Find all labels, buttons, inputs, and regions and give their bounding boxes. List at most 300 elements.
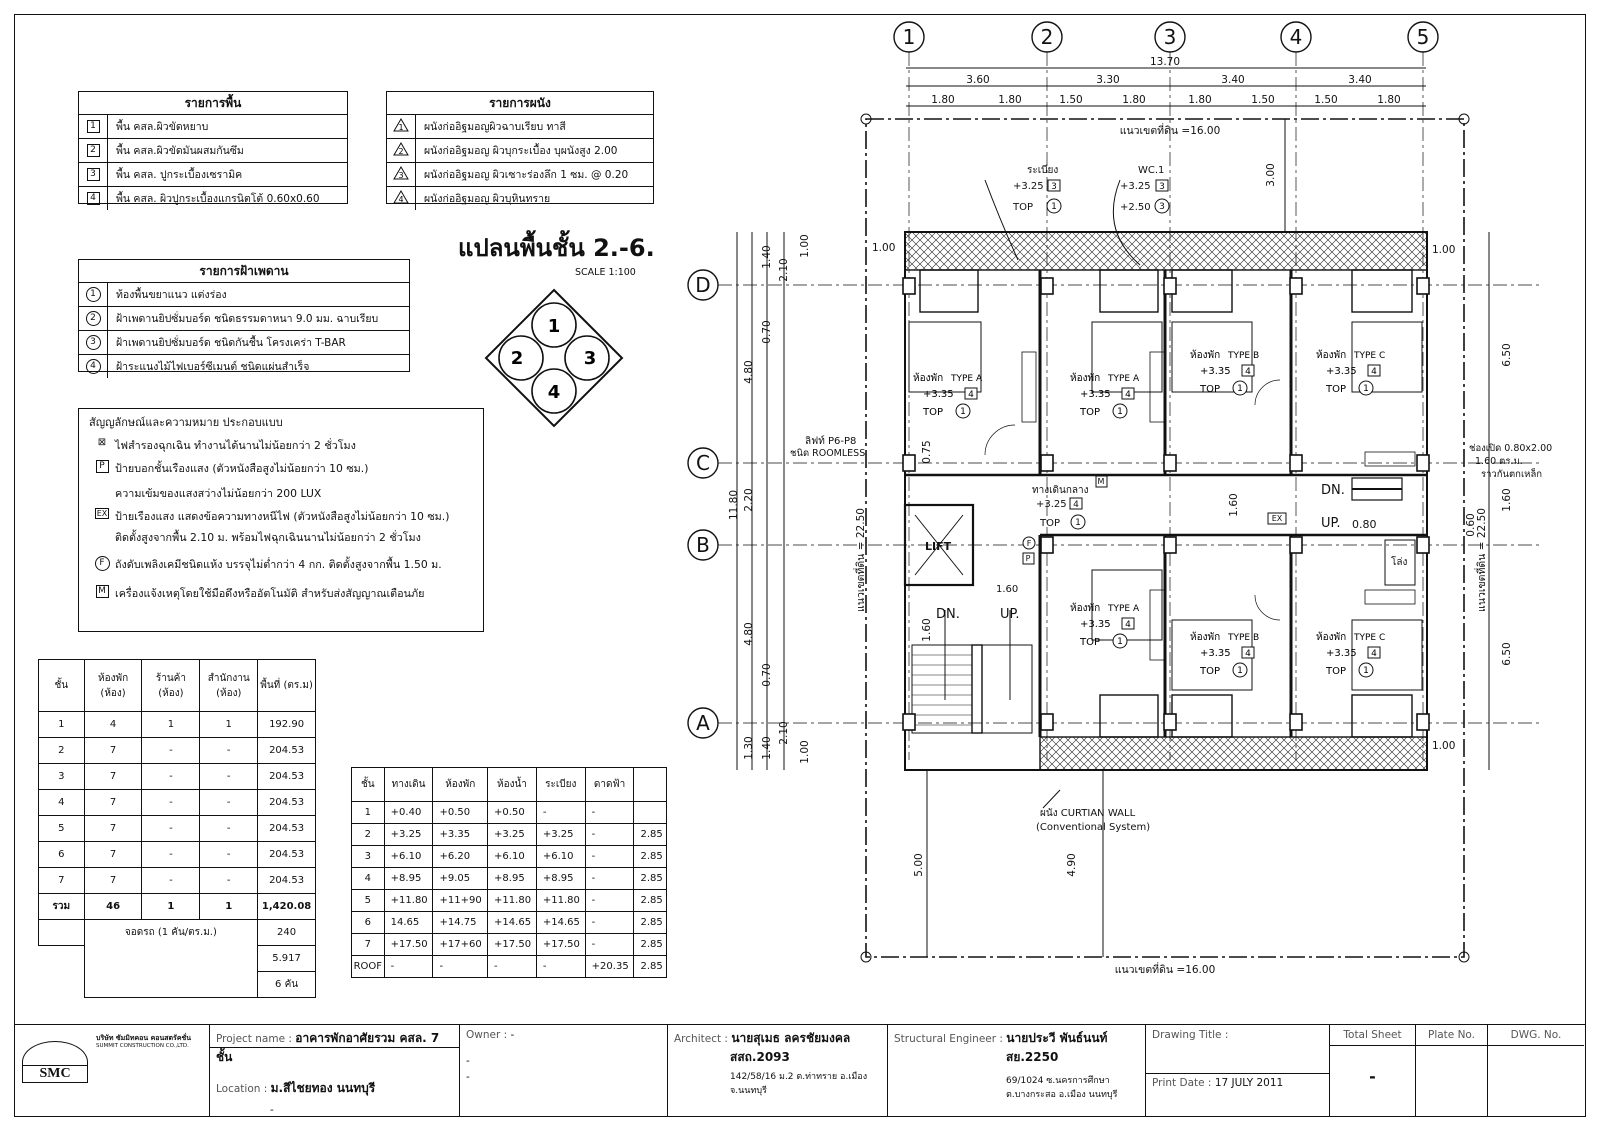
room-type: TYPE A: [1108, 374, 1140, 384]
area-cell: -: [142, 868, 200, 894]
room-ceiling: 1: [1363, 384, 1369, 394]
level-cell: -: [585, 868, 634, 890]
room-top-label: TOP: [1200, 666, 1221, 677]
list-text: ผนังก่ออิฐมอญผิวฉาบเรียบ ทาสี: [424, 121, 566, 133]
corridor-dn-label: DN.: [1321, 483, 1345, 498]
level-cell: +17.50: [384, 934, 433, 956]
legend-text: ถังดับเพลิงเคมีชนิดแห้ง บรรจุไม่ต่ำกว่า 4 กก. ติดตั้งสูงจากพื้น 1.50 ม.: [115, 558, 442, 571]
company-cell: [14, 1025, 210, 1116]
level-cell: 2.85: [634, 868, 667, 890]
list-text: ท้องพื้นขยาแนว แต่งร่อง: [116, 289, 227, 301]
floor-sign-icon: P: [96, 460, 109, 473]
dim-left: 4.80: [743, 622, 755, 646]
level-header: ชั้น: [352, 768, 385, 802]
grid-bubble-D: [688, 270, 718, 300]
boundary-bottom-label: แนวเขตที่ดิน =16.00: [1114, 964, 1216, 976]
area-header: สำนักงาน (ห้อง): [200, 660, 258, 712]
project-cell: [210, 1025, 460, 1116]
room-label: ห้องพัก: [913, 373, 944, 384]
dim-setback: 5.00: [913, 853, 925, 877]
architect-license: สสถ.2093: [730, 1050, 790, 1064]
list-text: พื้น คสล.ผิวขัดหยาบ: [116, 121, 209, 133]
room-floor-finish: 4: [1245, 649, 1251, 659]
level-cell: +17.50: [488, 934, 537, 956]
room-level: +3.35: [1080, 389, 1111, 400]
engineer-license: สย.2250: [1006, 1050, 1059, 1064]
area-cell: -: [142, 738, 200, 764]
level-cell: 14.65: [384, 912, 433, 934]
level-cell: 7: [352, 934, 385, 956]
print-date: 17 JULY 2011: [1214, 1077, 1284, 1089]
parking-value: 240: [258, 920, 316, 946]
wall-list-title: รายการผนัง: [387, 92, 653, 115]
key-number-2: 2: [510, 348, 524, 369]
svg-text:+3.25: +3.25: [1036, 499, 1067, 510]
area-header: ร้านค้า (ห้อง): [142, 660, 200, 712]
svg-text:3: 3: [1159, 202, 1165, 212]
svg-text:4: 4: [398, 195, 404, 204]
drawing-title-label: Drawing Title :: [1152, 1029, 1229, 1041]
extinguisher-symbol: F: [1026, 539, 1032, 548]
grid-bubble-C: [688, 448, 718, 478]
room-top-label: TOP: [923, 407, 944, 418]
list-text: ผนังก่ออิฐมอญ ผิวเซาะร่องลึก 1 ซม. @ 0.20: [424, 169, 629, 181]
svg-text:+2.50: +2.50: [1120, 202, 1151, 213]
svg-text:B: B: [696, 533, 710, 557]
dim-side: 1.00: [1432, 244, 1456, 256]
room-floor-finish: 4: [968, 390, 974, 400]
area-cell: 1: [200, 712, 258, 738]
company-name-en: SUMMIT CONSTRUCTION CO.,LTD.: [96, 1043, 189, 1049]
svg-text:+3.25: +3.25: [1120, 181, 1151, 192]
engineer-cell: [888, 1025, 1146, 1116]
level-cell: 5: [352, 890, 385, 912]
dim-subspan: 1.50: [1251, 94, 1275, 106]
dim-setback: 3.00: [1265, 163, 1277, 187]
architect-address: 142/58/16 ม.2 ต.ท่าทราย อ.เมือง: [730, 1072, 868, 1082]
architect-cell: [668, 1025, 888, 1116]
area-cell: -: [142, 842, 200, 868]
room-floor-finish: 4: [1371, 649, 1377, 659]
dim-left: 0.75: [921, 440, 933, 464]
area-cell: 1: [39, 712, 85, 738]
level-cell: +11.80: [536, 890, 585, 912]
dim-left: 1.00: [799, 234, 811, 258]
fire-extinguisher-icon: F: [95, 556, 110, 571]
area-cell: -: [200, 842, 258, 868]
dim-corridor: 1.60: [1228, 493, 1240, 517]
level-cell: 6: [352, 912, 385, 934]
architect-address-2: จ.นนทบุรี: [730, 1086, 767, 1096]
room-type: TYPE C: [1354, 633, 1386, 643]
room-ceiling: 1: [1117, 637, 1123, 647]
area-header: ห้องพัก (ห้อง): [84, 660, 142, 712]
dim-left: 0.70: [761, 663, 773, 687]
bottom-corridor-hatched: [1040, 737, 1427, 770]
area-header: ชั้น: [39, 660, 85, 712]
room-label: ห้องพัก: [1316, 350, 1347, 361]
room-floor-finish: 4: [1125, 390, 1131, 400]
level-cell: +6.10: [536, 846, 585, 868]
dim-subspan: 1.80: [1188, 94, 1212, 106]
level-header: ห้องพัก: [433, 768, 488, 802]
balcony-label: ระเบียง: [1027, 165, 1059, 176]
dim-side: 1.00: [872, 242, 896, 254]
owner-value: -: [510, 1029, 515, 1041]
engineer-label: Structural Engineer :: [894, 1033, 1003, 1045]
level-cell: 2.85: [634, 824, 667, 846]
level-cell: -: [585, 890, 634, 912]
area-cell: 2: [39, 738, 85, 764]
svg-text:1: 1: [902, 25, 916, 49]
area-cell: -: [200, 738, 258, 764]
list-text: ฝ้าระแนงไม้ไฟเบอร์ซีเมนต์ ชนิดแผ่นสำเร็จ: [116, 361, 310, 373]
level-header: ทางเดิน: [384, 768, 433, 802]
level-cell: +14.65: [488, 912, 537, 934]
room-ceiling: 1: [1237, 384, 1243, 394]
list-text: ผนังก่ออิฐมอญ ผิวบุหินทราย: [424, 193, 551, 205]
grid-bubble-2: [1032, 22, 1062, 52]
level-cell: 4: [352, 868, 385, 890]
dim-subspan: 1.80: [1377, 94, 1401, 106]
room-label: ห้องพัก: [1190, 632, 1221, 643]
level-cell: 2: [352, 824, 385, 846]
svg-text:3: 3: [1163, 25, 1177, 49]
location-extra: -: [270, 1104, 274, 1116]
floor-list-title: รายการพื้น: [79, 92, 347, 115]
level-cell: -: [585, 934, 634, 956]
area-cell: 7: [84, 738, 142, 764]
svg-text:4: 4: [1073, 500, 1079, 510]
project-name: อาคารพักอาศัยรวม คสล. 7 ชั้น: [216, 1031, 440, 1064]
svg-text:2: 2: [398, 147, 404, 156]
dim-lift: 1.60: [996, 584, 1019, 595]
total-sheet-cell: [1330, 1025, 1416, 1116]
area-cell: 204.53: [258, 790, 316, 816]
opening-note: ช่องเปิด 0.80x2.00: [1469, 443, 1553, 454]
total-cell: 46: [84, 894, 142, 920]
grid-bubble-B: [688, 530, 718, 560]
area-cell: -: [142, 764, 200, 790]
location-label: Location :: [216, 1083, 268, 1095]
dim-left: 1.40: [761, 736, 773, 760]
dim-right: 6.50: [1501, 343, 1513, 367]
key-number-1: 1: [547, 316, 561, 337]
corridor-up-label: UP.: [1321, 516, 1341, 531]
svg-text:3: 3: [1159, 182, 1165, 192]
grid-bubble-4: [1281, 22, 1311, 52]
dwg-no-label: DWG. No.: [1510, 1029, 1562, 1041]
level-cell: +11.80: [384, 890, 433, 912]
room-label: ห้องพัก: [1070, 603, 1101, 614]
room-type: TYPE C: [1354, 351, 1386, 361]
exit-sign-symbol: EX: [1271, 514, 1283, 523]
engineer-address-2: ต.บางกระสอ อ.เมือง นนทบุรี: [1006, 1090, 1118, 1100]
logo-text: SMC: [22, 1065, 88, 1083]
area-cell: 3: [39, 764, 85, 790]
list-symbol: 1: [79, 115, 108, 138]
boundary-top-label: แนวเขตที่ดิน =16.00: [1119, 125, 1221, 137]
area-cell: -: [200, 816, 258, 842]
company-name: บริษัท ซัมมิทคอน คอนสตรัคชั่น: [96, 1034, 192, 1042]
room-level: +3.35: [1200, 366, 1231, 377]
dim-left: 4.80: [743, 360, 755, 384]
grid-bubble-A: [688, 708, 718, 738]
list-text: ผนังก่ออิฐมอญ ผิวบุกระเบื้อง บุผนังสูง 2.00: [424, 145, 618, 157]
room-top-label: TOP: [1326, 666, 1347, 677]
ceiling-list-title: รายการฝ้าเพดาน: [79, 260, 409, 283]
list-text: พื้น คสล.ผิวขัดมันผสมกันซึม: [116, 145, 244, 157]
stair-up-label: UP.: [1000, 607, 1020, 622]
plate-no-cell: [1416, 1025, 1488, 1116]
dim-opening: 0.80: [1352, 518, 1377, 531]
svg-text:1: 1: [1051, 202, 1057, 212]
area-cell: 192.90: [258, 712, 316, 738]
legend-title: สัญญลักษณ์และความหมาย ประกอบแบบ: [89, 416, 283, 429]
area-cell: 204.53: [258, 764, 316, 790]
room-type: TYPE A: [951, 374, 983, 384]
list-symbol: 4: [79, 187, 108, 210]
floor-sign-symbol: P: [1025, 554, 1031, 563]
room-level: +3.35: [1080, 619, 1111, 630]
area-cell: 4: [84, 712, 142, 738]
room-label: ห้องพัก: [1316, 632, 1347, 643]
dim-left: 1.30: [743, 736, 755, 760]
level-cell: -: [585, 846, 634, 868]
level-cell: +3.25: [536, 824, 585, 846]
total-sheet-value: -: [1369, 1067, 1376, 1086]
level-cell: +20.35: [585, 956, 634, 978]
opening-note-3: ราวกันตกเหล็ก: [1481, 469, 1543, 480]
exit-sign-icon: EX: [96, 509, 108, 518]
svg-text:+3.25: +3.25: [1013, 181, 1044, 192]
room-level: +3.35: [1326, 648, 1357, 659]
level-cell: +14.65: [536, 912, 585, 934]
grid-bubble-1: [894, 22, 924, 52]
list-text: ฝ้าเพดานยิปซั่มบอร์ด ชนิดธรรมดาหนา 9.0 มม. ฉาบเรียบ: [116, 313, 379, 325]
area-cell: -: [200, 764, 258, 790]
svg-text:D: D: [695, 273, 711, 297]
level-cell: -: [433, 956, 488, 978]
level-cell: +8.95: [536, 868, 585, 890]
level-cell: -: [585, 824, 634, 846]
room-floor-finish: 4: [1371, 367, 1377, 377]
level-cell: -: [384, 956, 433, 978]
svg-text:3: 3: [398, 171, 404, 180]
total-cell: รวม: [39, 894, 85, 920]
area-header: พื้นที่ (ตร.ม): [258, 660, 316, 712]
room-top-label: TOP: [1200, 384, 1221, 395]
area-cell: -: [142, 790, 200, 816]
boundary-left-label: แนวเขตที่ดิน = 22.50: [855, 508, 867, 612]
key-number-3: 3: [583, 348, 597, 369]
dim-subspan: 1.80: [998, 94, 1022, 106]
svg-text:3: 3: [1051, 182, 1057, 192]
total-sheet-label: Total Sheet: [1343, 1029, 1402, 1041]
legend-text-2: ความเข้มของแสงสว่างไม่น้อยกว่า 200 LUX: [115, 487, 322, 500]
dim-subspan: 1.50: [1314, 94, 1338, 106]
level-cell: -: [488, 956, 537, 978]
room-type: TYPE B: [1228, 351, 1260, 361]
room-level: +3.35: [923, 389, 954, 400]
level-cell: +0.40: [384, 802, 433, 824]
level-header: ระเบียง: [536, 768, 585, 802]
dim-left: 1.00: [799, 740, 811, 764]
list-text: พื้น คสล. ปูกระเบื้องเซรามิค: [116, 169, 243, 181]
level-cell: ROOF: [352, 956, 385, 978]
area-cell: 7: [84, 842, 142, 868]
area-cell: -: [142, 816, 200, 842]
dim-span: 3.30: [1096, 74, 1120, 86]
room-ceiling: 1: [1237, 666, 1243, 676]
print-date-label: Print Date :: [1152, 1077, 1212, 1089]
dim-left: 2.10: [778, 721, 790, 745]
level-cell: +8.95: [488, 868, 537, 890]
room-label: ห้องพัก: [1070, 373, 1101, 384]
level-cell: +6.10: [384, 846, 433, 868]
level-cell: +11.80: [488, 890, 537, 912]
level-cell: +3.35: [433, 824, 488, 846]
legend-text: เครื่องแจ้งเหตุโดยใช้มือดึงหรืออัตโนมัติ สำหรับส่งสัญญาณเตือนภัย: [115, 587, 425, 600]
level-cell: +0.50: [433, 802, 488, 824]
room-ceiling: 1: [960, 407, 966, 417]
duct-label: โล่ง: [1391, 557, 1408, 568]
opening-note-2: 1.60 ตร.ม.: [1475, 456, 1523, 467]
key-number-4: 4: [547, 382, 561, 403]
level-cell: 2.85: [634, 956, 667, 978]
area-cell: 7: [84, 764, 142, 790]
dim-subspan: 1.80: [931, 94, 955, 106]
legend-text: ไฟสำรองฉุกเฉิน ทำงานได้นานไม่น้อยกว่า 2 ชั่วโมง: [115, 439, 356, 452]
dim-setback: 4.90: [1066, 853, 1078, 877]
area-cell: 7: [84, 868, 142, 894]
dim-left: 11.80: [728, 489, 740, 521]
svg-text:1: 1: [398, 123, 404, 132]
alarm-symbol: M: [1097, 477, 1105, 486]
level-cell: +8.95: [384, 868, 433, 890]
boundary-right-label: แนวเขตที่ดิน = 22.50: [1476, 508, 1488, 612]
area-cell: 6: [39, 842, 85, 868]
dim-stair: 1.60: [921, 618, 933, 642]
list-symbol: 1: [79, 283, 108, 306]
room-floor-finish: 4: [1245, 367, 1251, 377]
level-cell: +14.75: [433, 912, 488, 934]
room-type: TYPE A: [1108, 604, 1140, 614]
level-header: ห้องน้ำ: [488, 768, 537, 802]
svg-text:TOP: TOP: [1040, 518, 1061, 529]
plate-no-label: Plate No.: [1427, 1029, 1476, 1041]
dim-subspan: 1.50: [1059, 94, 1083, 106]
area-cell: 7: [84, 816, 142, 842]
lift-note: ลิฟท์ P6-P8: [805, 436, 857, 447]
lift-note-2: ชนิด ROOMLESS: [790, 448, 866, 459]
grid-bubble-5: [1408, 22, 1438, 52]
level-cell: 2.85: [634, 912, 667, 934]
dim-side: 1.00: [1432, 740, 1456, 752]
dim-span: 3.40: [1221, 74, 1245, 86]
top-corridor-hatched: [905, 232, 1427, 270]
level-header: ดาดฟ้า: [585, 768, 634, 802]
area-cell: 4: [39, 790, 85, 816]
svg-text:TOP: TOP: [1013, 202, 1034, 213]
level-cell: -: [536, 802, 585, 824]
location-value: ม.สีไชยทอง นนทบุรี: [270, 1081, 376, 1095]
parking-value: 6 คัน: [258, 972, 316, 998]
grid-bubble-3: [1155, 22, 1185, 52]
level-cell: +0.50: [488, 802, 537, 824]
engineer-name: นายประวี พันธ์นนท์: [1006, 1031, 1108, 1045]
dim-subspan: 1.80: [1122, 94, 1146, 106]
architect-name: นายสุเมธ ลครชัยมงคล: [731, 1031, 851, 1045]
list-symbol: 3: [79, 163, 108, 186]
level-cell: +3.25: [384, 824, 433, 846]
room-top-label: TOP: [1080, 407, 1101, 418]
level-cell: +17.50: [536, 934, 585, 956]
lift-label: LIFT: [925, 540, 952, 553]
area-cell: 204.53: [258, 842, 316, 868]
level-cell: 2.85: [634, 846, 667, 868]
legend-text: ป้ายบอกชั้นเรืองแสง (ตัวหนังสือสูงไม่น้อยกว่า 10 ซม.): [115, 462, 369, 475]
level-cell: +11+90: [433, 890, 488, 912]
level-cell: +6.10: [488, 846, 537, 868]
area-cell: 204.53: [258, 816, 316, 842]
svg-text:4: 4: [1289, 25, 1303, 49]
level-cell: +17+60: [433, 934, 488, 956]
plan-title: แปลนพื้นชั้น 2.-6.: [458, 234, 655, 262]
dim-left: 2.10: [778, 258, 790, 282]
legend-text: ป้ายเรืองแสง แสดงข้อความทางหนีไฟ (ตัวหนังสือสูงไม่น้อยกว่า 10 ซม.): [115, 510, 450, 523]
total-cell: 1: [200, 894, 258, 920]
engineer-address: 69/1024 ซ.นครการศึกษา: [1006, 1076, 1110, 1086]
corridor-label: ทางเดินกลาง: [1032, 485, 1089, 496]
architect-label: Architect :: [674, 1033, 728, 1045]
area-cell: 1: [142, 712, 200, 738]
dim-left: 0.70: [761, 320, 773, 344]
list-text: ฝ้าเพดานยิปซั่มบอร์ด ชนิดกันชื้น โครงเคร่า T-BAR: [116, 337, 346, 349]
room-level: +3.35: [1200, 648, 1231, 659]
parking-value: 5.917: [258, 946, 316, 972]
alarm-icon: M: [96, 585, 109, 598]
level-cell: -: [585, 912, 634, 934]
owner-line: -: [466, 1055, 470, 1067]
curtain-wall-label-2: (Conventional System): [1036, 822, 1151, 833]
area-cell: -: [200, 790, 258, 816]
area-cell: 204.53: [258, 738, 316, 764]
parking-label: จอดรถ (1 คัน/ตร.ม.): [84, 920, 257, 946]
dim-right: 6.50: [1501, 642, 1513, 666]
dim-right: 1.60: [1501, 488, 1513, 512]
title-block: [14, 1024, 1586, 1117]
level-cell: +9.05: [433, 868, 488, 890]
emergency-light-icon: ⊠: [97, 437, 107, 448]
dim-left: 2.20: [743, 488, 755, 512]
level-cell: 1: [352, 802, 385, 824]
owner-cell: [460, 1025, 668, 1116]
svg-text:5: 5: [1416, 25, 1430, 49]
drawing-title-cell: [1146, 1025, 1330, 1116]
svg-text:C: C: [696, 451, 710, 475]
dim-span: 3.40: [1348, 74, 1372, 86]
room-floor-finish: 4: [1125, 620, 1131, 630]
area-cell: 204.53: [258, 868, 316, 894]
legend-text-2: ติดตั้งสูงจากพื้น 2.10 ม. พร้อมไฟฉุกเฉินนานไม่น้อยกว่า 2 ชั่วโมง: [115, 531, 421, 544]
stair-dn-label: DN.: [936, 607, 960, 622]
project-label: Project name :: [216, 1033, 292, 1045]
level-cell: +6.20: [433, 846, 488, 868]
dim-right: 0.60: [1465, 513, 1477, 537]
list-symbol: 2: [79, 307, 108, 330]
room-label: ห้องพัก: [1190, 350, 1221, 361]
